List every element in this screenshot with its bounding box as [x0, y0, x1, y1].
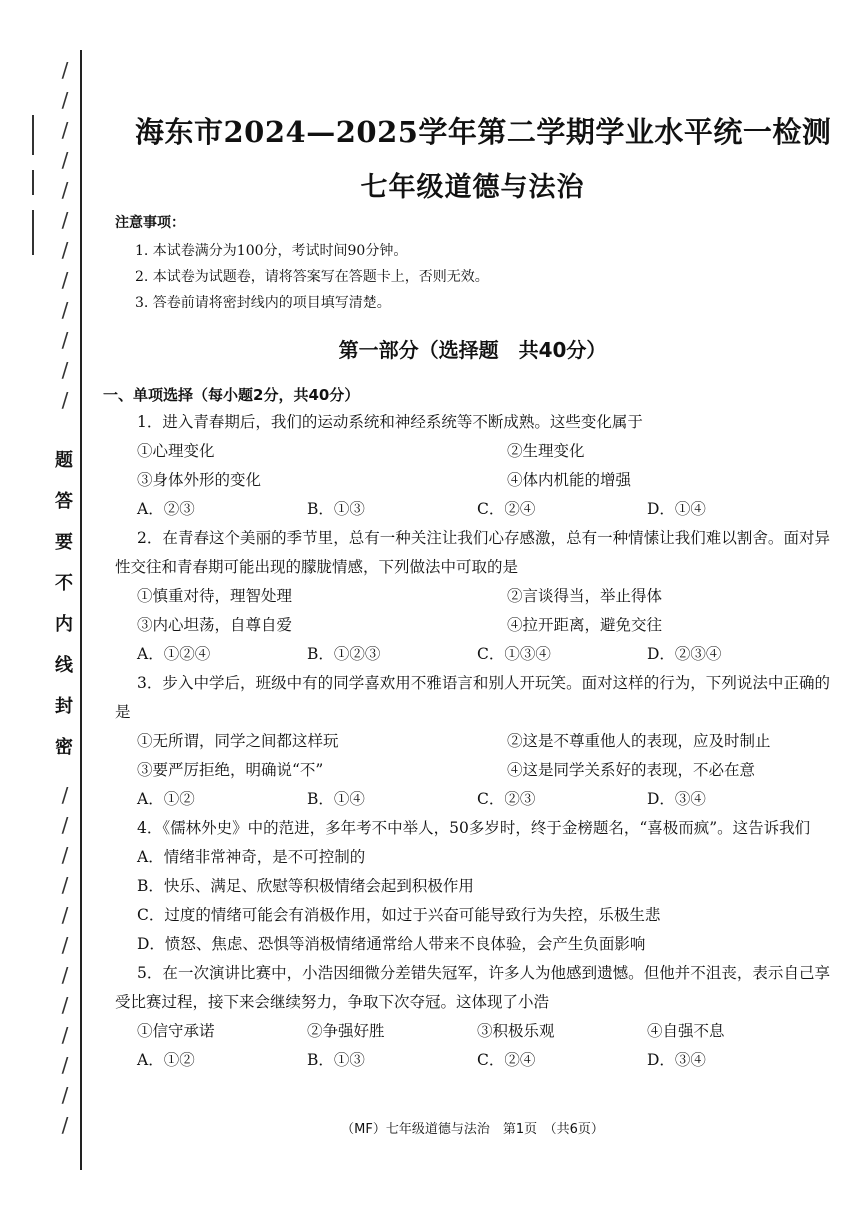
answer-choice: A．②③: [137, 500, 195, 518]
binding-line: [80, 50, 82, 1170]
notice-block: [115, 212, 830, 316]
question-3: [115, 669, 830, 814]
question-option: ①信守承诺: [137, 1022, 215, 1040]
question-option: ③积极乐观: [477, 1022, 555, 1040]
answer-choice: D．③④: [647, 1051, 706, 1069]
question-4: [115, 814, 830, 959]
question-stem: 4．《儒林外史》中的范进，多年考不中举人，50多岁时，终于金榜题名，“喜极而疯”。这告诉我们: [137, 819, 811, 837]
question-stem: 1．进入青春期后，我们的运动系统和神经系统等不断成熟。这些变化属于: [137, 413, 643, 431]
answer-choice: C．②④: [477, 500, 536, 518]
notice-item: 2. 本试卷为试题卷，请将答案写在答题卡上，否则无效。: [135, 269, 489, 285]
seal-line-notice: 题 答 要 不 内 线 封 密: [55, 450, 73, 758]
question-option: ④拉开距离，避免交往: [507, 616, 663, 634]
exam-subject: 七年级道德与法治: [360, 172, 585, 203]
question-list: [115, 408, 830, 1075]
question-option: ②这是不尊重他人的表现，应及时制止: [507, 732, 771, 750]
notice-heading: 注意事项：: [115, 215, 185, 231]
question-2: [115, 524, 830, 669]
question-option: ④自强不息: [647, 1022, 725, 1040]
answer-choice: B．快乐、满足、欣慰等积极情绪会起到积极作用: [137, 877, 474, 895]
notice-item: 1. 本试卷满分为100分，考试时间90分钟。: [135, 243, 408, 259]
question-stem: 5．在一次演讲比赛中，小浩因细微分差错失冠军，许多人为他感到遗憾。但他并不沮丧，表示自己享受比赛过程，接下来会继续努力，争取下次夺冠。这体现了小浩: [115, 964, 830, 1011]
question-option: ①慎重对待，理智处理: [137, 587, 293, 605]
answer-choice: A．①②: [137, 790, 195, 808]
answer-choice: D．①④: [647, 500, 706, 518]
answer-choice: B．①②③: [307, 645, 381, 663]
question-option: ③内心坦荡，自尊自爱: [137, 616, 293, 634]
answer-choice: C．过度的情绪可能会有消极作用，如过于兴奋可能导致行为失控，乐极生悲: [137, 906, 661, 924]
question-option: ④这是同学关系好的表现，不必在意: [507, 761, 756, 779]
question-option: ①无所谓，同学之间都这样玩: [137, 732, 339, 750]
question-option: ②言谈得当，举止得体: [507, 587, 663, 605]
binding-margin: [0, 0, 82, 1215]
answer-choice: A．①②: [137, 1051, 195, 1069]
answer-choice: A．情绪非常神奇，是不可控制的: [137, 848, 366, 866]
answer-choice: C．②③: [477, 790, 536, 808]
question-option: ②争强好胜: [307, 1022, 385, 1040]
page-footer: （MF）七年级道德与法治 第1页 （共6页）: [341, 1122, 604, 1137]
answer-choice: D．③④: [647, 790, 706, 808]
answer-choice: D．②③④: [647, 645, 722, 663]
question-stem: 2．在青春这个美丽的季节里，总有一种关注让我们心存感激，总有一种情愫让我们难以割舍。面对异性交往和青春期可能出现的朦胧情感，下列做法中可取的是: [115, 529, 830, 576]
answer-choice: B．①④: [307, 790, 365, 808]
answer-choice: C．②④: [477, 1051, 536, 1069]
question-5: [115, 959, 830, 1075]
binding-marks: [14, 115, 34, 255]
question-1: [115, 408, 830, 524]
answer-choice: A．①②④: [137, 645, 211, 663]
question-stem: 3．步入中学后，班级中有的同学喜欢用不雅语言和别人开玩笑。面对这样的行为，下列说法中正确的是: [115, 674, 830, 721]
answer-choice: C．①③④: [477, 645, 551, 663]
binding-slashes-top: / / / / / / / / / / / /: [61, 58, 69, 412]
notice-item: 3. 答卷前请将密封线内的项目填写清楚。: [135, 295, 391, 311]
binding-slashes-bottom: / / / / / / / / / / / /: [61, 783, 69, 1137]
answer-choice: B．①③: [307, 500, 365, 518]
question-option: ③要严厉拒绝，明确说“不”: [137, 761, 324, 779]
question-option: ①心理变化: [137, 442, 215, 460]
question-option: ④体内机能的增强: [507, 471, 632, 489]
answer-choice: D．愤怒、焦虑、恐惧等消极情绪通常给人带来不良体验，会产生负面影响: [137, 935, 646, 953]
question-option: ③身体外形的变化: [137, 471, 262, 489]
answer-choice: B．①③: [307, 1051, 365, 1069]
part-title: 第一部分（选择题 共40分）: [338, 338, 607, 362]
section-title: 一、单项选择（每小题2分，共40分）: [103, 386, 360, 404]
exam-title: 海东市2024—2025学年第二学期学业水平统一检测: [135, 115, 832, 149]
question-option: ②生理变化: [507, 442, 585, 460]
